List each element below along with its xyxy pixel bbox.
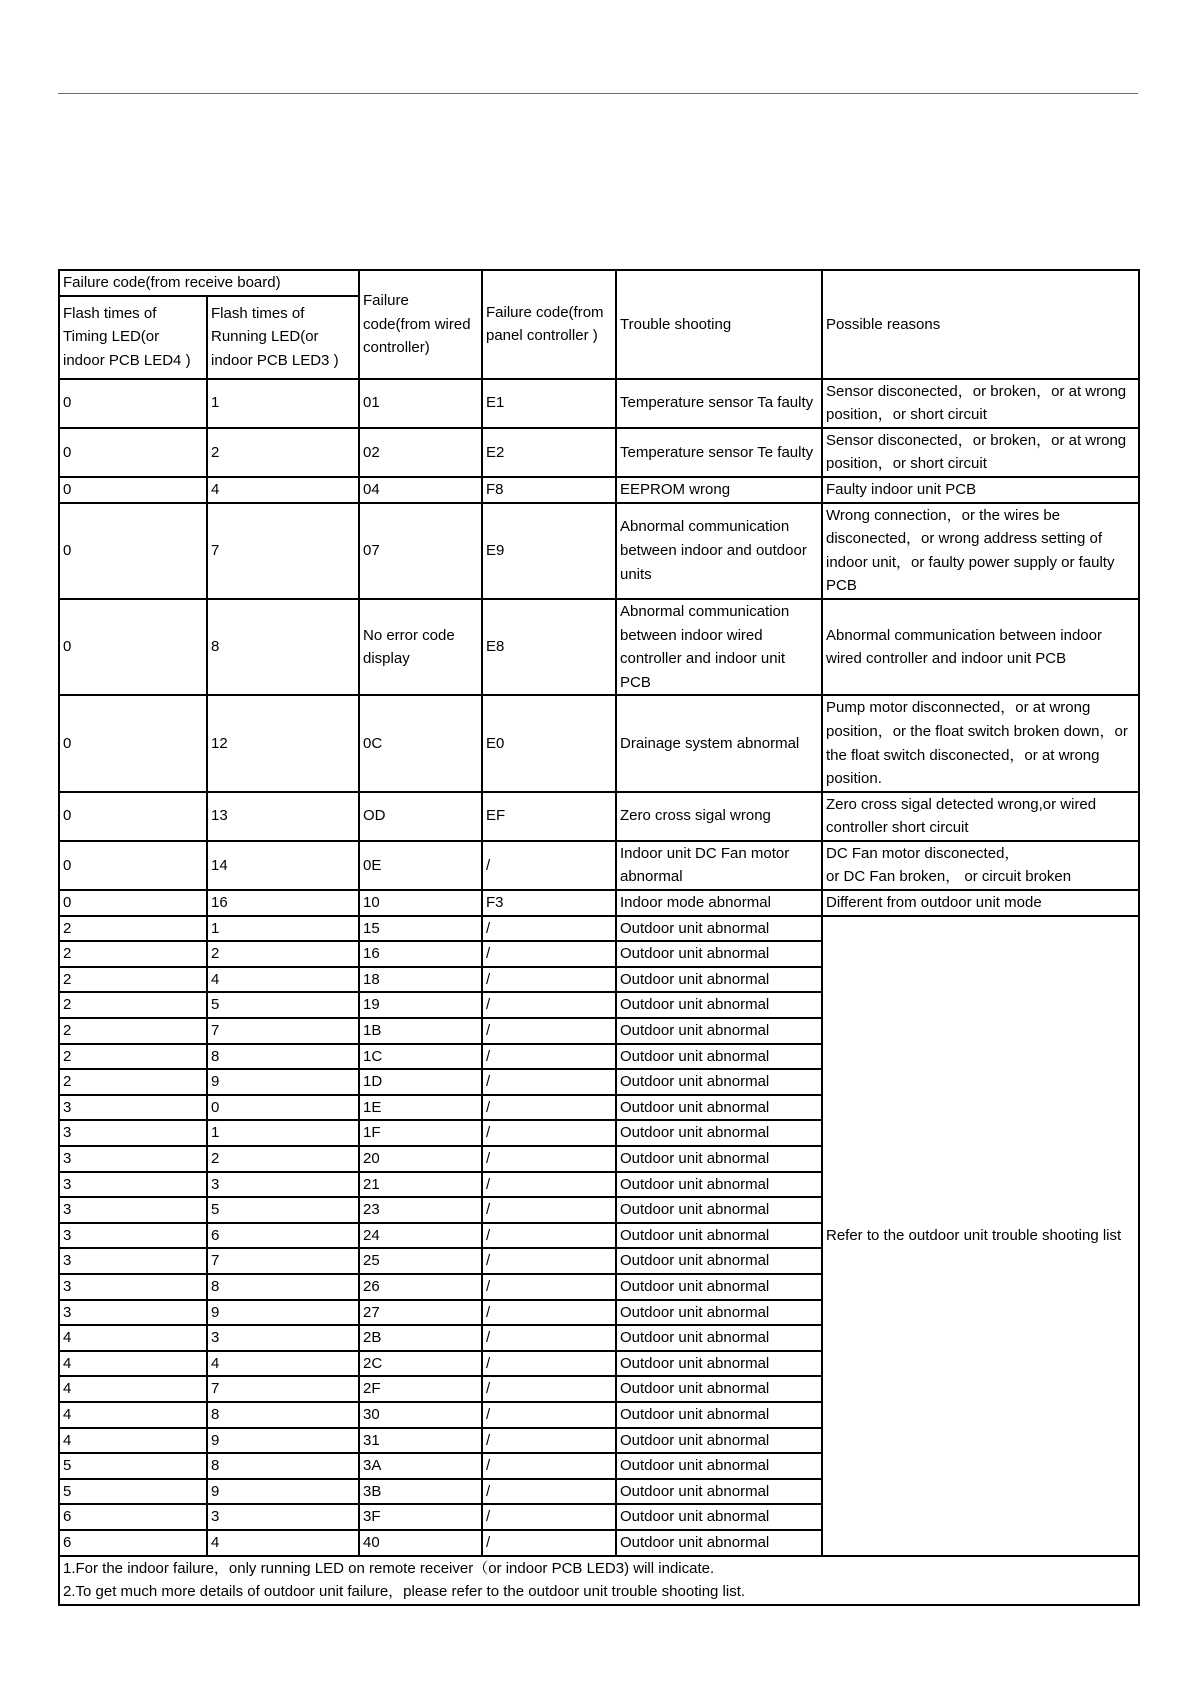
running-led-cell: 8 bbox=[207, 1274, 359, 1300]
trouble-cell: Outdoor unit abnormal bbox=[616, 1300, 822, 1326]
reason-cell: Zero cross sigal detected wrong,or wired controller short circuit bbox=[822, 792, 1139, 841]
running-led-cell: 4 bbox=[207, 967, 359, 993]
trouble-cell: Outdoor unit abnormal bbox=[616, 1095, 822, 1121]
panel-code-cell: / bbox=[482, 1428, 616, 1454]
header-possible-reasons: Possible reasons bbox=[822, 270, 1139, 379]
wired-code-cell: 18 bbox=[359, 967, 482, 993]
panel-code-cell: / bbox=[482, 1274, 616, 1300]
panel-code-cell: E2 bbox=[482, 428, 616, 477]
wired-code-cell: OD bbox=[359, 792, 482, 841]
timing-led-cell: 3 bbox=[59, 1172, 207, 1198]
running-led-cell: 1 bbox=[207, 916, 359, 942]
running-led-cell: 2 bbox=[207, 941, 359, 967]
panel-code-cell: / bbox=[482, 1069, 616, 1095]
wired-code-cell: 2B bbox=[359, 1325, 482, 1351]
timing-led-cell: 6 bbox=[59, 1530, 207, 1556]
wired-code-cell: 31 bbox=[359, 1428, 482, 1454]
panel-code-cell: / bbox=[482, 1453, 616, 1479]
running-led-cell: 1 bbox=[207, 379, 359, 428]
table-row bbox=[59, 916, 1139, 942]
panel-code-cell: / bbox=[482, 916, 616, 942]
running-led-cell: 9 bbox=[207, 1300, 359, 1326]
timing-led-cell: 5 bbox=[59, 1479, 207, 1505]
timing-led-cell: 2 bbox=[59, 967, 207, 993]
trouble-cell: Outdoor unit abnormal bbox=[616, 1453, 822, 1479]
wired-code-cell: 07 bbox=[359, 503, 482, 599]
trouble-cell: EEPROM wrong bbox=[616, 477, 822, 503]
wired-code-cell: 26 bbox=[359, 1274, 482, 1300]
top-rule bbox=[58, 93, 1138, 94]
table-row bbox=[59, 599, 1139, 695]
trouble-cell: Outdoor unit abnormal bbox=[616, 1479, 822, 1505]
wired-code-cell: 21 bbox=[359, 1172, 482, 1198]
trouble-cell: Outdoor unit abnormal bbox=[616, 1325, 822, 1351]
table-row bbox=[59, 428, 1139, 477]
running-led-cell: 7 bbox=[207, 1018, 359, 1044]
timing-led-cell: 5 bbox=[59, 1453, 207, 1479]
wired-code-cell: No error code display bbox=[359, 599, 482, 695]
notes-cell bbox=[59, 1556, 1139, 1605]
table-row bbox=[59, 477, 1139, 503]
table-row bbox=[59, 841, 1139, 890]
header-flash-timing: Flash times of Timing LED(or indoor PCB LED4 ) bbox=[59, 296, 207, 379]
trouble-cell: Outdoor unit abnormal bbox=[616, 1223, 822, 1249]
wired-code-cell: 20 bbox=[359, 1146, 482, 1172]
reason-cell: Sensor disconected，or broken，or at wrong position，or short circuit bbox=[822, 379, 1139, 428]
running-led-cell: 5 bbox=[207, 992, 359, 1018]
running-led-cell: 5 bbox=[207, 1197, 359, 1223]
panel-code-cell: E0 bbox=[482, 695, 616, 791]
table-row bbox=[59, 890, 1139, 916]
note-line: 2.To get much more details of outdoor unit failure，please refer to the outdoor unit trouble shooting list. bbox=[63, 1583, 746, 1601]
trouble-cell: Abnormal communication between indoor wired controller and indoor unit PCB bbox=[616, 599, 822, 695]
running-led-cell: 4 bbox=[207, 1530, 359, 1556]
wired-code-cell: 1D bbox=[359, 1069, 482, 1095]
trouble-cell: Outdoor unit abnormal bbox=[616, 1044, 822, 1070]
wired-code-cell: 40 bbox=[359, 1530, 482, 1556]
timing-led-cell: 3 bbox=[59, 1223, 207, 1249]
trouble-cell: Outdoor unit abnormal bbox=[616, 1146, 822, 1172]
trouble-cell: Temperature sensor Ta faulty bbox=[616, 379, 822, 428]
trouble-cell: Abnormal communication between indoor and outdoor units bbox=[616, 503, 822, 599]
wired-code-cell: 27 bbox=[359, 1300, 482, 1326]
running-led-cell: 3 bbox=[207, 1325, 359, 1351]
running-led-cell: 3 bbox=[207, 1172, 359, 1198]
panel-code-cell: F3 bbox=[482, 890, 616, 916]
panel-code-cell: / bbox=[482, 1095, 616, 1121]
trouble-cell: Outdoor unit abnormal bbox=[616, 1018, 822, 1044]
trouble-cell: Indoor unit DC Fan motor abnormal bbox=[616, 841, 822, 890]
running-led-cell: 2 bbox=[207, 1146, 359, 1172]
running-led-cell: 9 bbox=[207, 1069, 359, 1095]
panel-code-cell: / bbox=[482, 992, 616, 1018]
panel-code-cell: / bbox=[482, 1300, 616, 1326]
running-led-cell: 12 bbox=[207, 695, 359, 791]
trouble-cell: Outdoor unit abnormal bbox=[616, 1274, 822, 1300]
panel-code-cell: F8 bbox=[482, 477, 616, 503]
running-led-cell: 7 bbox=[207, 1376, 359, 1402]
wired-code-cell: 01 bbox=[359, 379, 482, 428]
wired-code-cell: 1F bbox=[359, 1120, 482, 1146]
trouble-cell: Temperature sensor Te faulty bbox=[616, 428, 822, 477]
trouble-cell: Outdoor unit abnormal bbox=[616, 1120, 822, 1146]
wired-code-cell: 10 bbox=[359, 890, 482, 916]
table-row bbox=[59, 379, 1139, 428]
timing-led-cell: 2 bbox=[59, 1044, 207, 1070]
timing-led-cell: 0 bbox=[59, 379, 207, 428]
running-led-cell: 4 bbox=[207, 477, 359, 503]
running-led-cell: 8 bbox=[207, 599, 359, 695]
wired-code-cell: 02 bbox=[359, 428, 482, 477]
timing-led-cell: 0 bbox=[59, 477, 207, 503]
header-flash-running: Flash times of Running LED(or indoor PCB LED3 ) bbox=[207, 296, 359, 379]
timing-led-cell: 0 bbox=[59, 841, 207, 890]
running-led-cell: 16 bbox=[207, 890, 359, 916]
timing-led-cell: 3 bbox=[59, 1274, 207, 1300]
timing-led-cell: 4 bbox=[59, 1325, 207, 1351]
header-wired-controller: Failure code(from wired controller) bbox=[359, 270, 482, 379]
running-led-cell: 2 bbox=[207, 428, 359, 477]
wired-code-cell: 1B bbox=[359, 1018, 482, 1044]
wired-code-cell: 1E bbox=[359, 1095, 482, 1121]
wired-code-cell: 16 bbox=[359, 941, 482, 967]
running-led-cell: 1 bbox=[207, 1120, 359, 1146]
panel-code-cell: / bbox=[482, 1120, 616, 1146]
panel-code-cell: E8 bbox=[482, 599, 616, 695]
running-led-cell: 9 bbox=[207, 1479, 359, 1505]
table-row bbox=[59, 695, 1139, 791]
timing-led-cell: 0 bbox=[59, 428, 207, 477]
timing-led-cell: 2 bbox=[59, 1018, 207, 1044]
timing-led-cell: 2 bbox=[59, 992, 207, 1018]
reason-cell: Sensor disconected，or broken，or at wrong position，or short circuit bbox=[822, 428, 1139, 477]
panel-code-cell: / bbox=[482, 967, 616, 993]
reason-cell: Faulty indoor unit PCB bbox=[822, 477, 1139, 503]
trouble-cell: Outdoor unit abnormal bbox=[616, 1069, 822, 1095]
timing-led-cell: 3 bbox=[59, 1095, 207, 1121]
header-receive-board: Failure code(from receive board) bbox=[59, 270, 359, 296]
panel-code-cell: / bbox=[482, 1504, 616, 1530]
trouble-cell: Outdoor unit abnormal bbox=[616, 1402, 822, 1428]
notes-row bbox=[59, 1556, 1139, 1605]
panel-code-cell: / bbox=[482, 1223, 616, 1249]
timing-led-cell: 4 bbox=[59, 1376, 207, 1402]
trouble-cell: Outdoor unit abnormal bbox=[616, 1172, 822, 1198]
trouble-cell: Outdoor unit abnormal bbox=[616, 941, 822, 967]
wired-code-cell: 25 bbox=[359, 1248, 482, 1274]
reason-cell: DC Fan motor disconected， or DC Fan broken， or circuit broken bbox=[822, 841, 1139, 890]
failure-code-table bbox=[58, 269, 1140, 1606]
header-panel-controller: Failure code(from panel controller ) bbox=[482, 270, 616, 379]
panel-code-cell: / bbox=[482, 1530, 616, 1556]
trouble-cell: Zero cross sigal wrong bbox=[616, 792, 822, 841]
panel-code-cell: / bbox=[482, 1172, 616, 1198]
wired-code-cell: 2F bbox=[359, 1376, 482, 1402]
timing-led-cell: 2 bbox=[59, 1069, 207, 1095]
timing-led-cell: 0 bbox=[59, 599, 207, 695]
trouble-cell: Outdoor unit abnormal bbox=[616, 1504, 822, 1530]
panel-code-cell: / bbox=[482, 1376, 616, 1402]
panel-code-cell: E1 bbox=[482, 379, 616, 428]
running-led-cell: 0 bbox=[207, 1095, 359, 1121]
timing-led-cell: 2 bbox=[59, 916, 207, 942]
panel-code-cell: / bbox=[482, 1044, 616, 1070]
running-led-cell: 8 bbox=[207, 1453, 359, 1479]
wired-code-cell: 30 bbox=[359, 1402, 482, 1428]
wired-code-cell: 19 bbox=[359, 992, 482, 1018]
timing-led-cell: 0 bbox=[59, 695, 207, 791]
running-led-cell: 3 bbox=[207, 1504, 359, 1530]
panel-code-cell: E9 bbox=[482, 503, 616, 599]
outdoor-reason-cell: Refer to the outdoor unit trouble shooting list bbox=[822, 916, 1139, 1556]
panel-code-cell: / bbox=[482, 1325, 616, 1351]
running-led-cell: 8 bbox=[207, 1044, 359, 1070]
timing-led-cell: 3 bbox=[59, 1197, 207, 1223]
table-row bbox=[59, 503, 1139, 599]
timing-led-cell: 4 bbox=[59, 1351, 207, 1377]
timing-led-cell: 3 bbox=[59, 1120, 207, 1146]
timing-led-cell: 3 bbox=[59, 1300, 207, 1326]
reason-cell: Different from outdoor unit mode bbox=[822, 890, 1139, 916]
timing-led-cell: 2 bbox=[59, 941, 207, 967]
timing-led-cell: 3 bbox=[59, 1248, 207, 1274]
panel-code-cell: / bbox=[482, 841, 616, 890]
trouble-cell: Outdoor unit abnormal bbox=[616, 992, 822, 1018]
trouble-cell: Outdoor unit abnormal bbox=[616, 1530, 822, 1556]
header-row bbox=[59, 270, 1139, 296]
timing-led-cell: 6 bbox=[59, 1504, 207, 1530]
panel-code-cell: / bbox=[482, 1248, 616, 1274]
panel-code-cell: EF bbox=[482, 792, 616, 841]
wired-code-cell: 3B bbox=[359, 1479, 482, 1505]
wired-code-cell: 24 bbox=[359, 1223, 482, 1249]
reason-cell: Pump motor disconnected，or at wrong position，or the float switch broken down，or the float switch disconected，or at wrong position. bbox=[822, 695, 1139, 791]
running-led-cell: 7 bbox=[207, 1248, 359, 1274]
panel-code-cell: / bbox=[482, 1018, 616, 1044]
panel-code-cell: / bbox=[482, 1146, 616, 1172]
wired-code-cell: 1C bbox=[359, 1044, 482, 1070]
timing-led-cell: 0 bbox=[59, 890, 207, 916]
wired-code-cell: 23 bbox=[359, 1197, 482, 1223]
wired-code-cell: 0C bbox=[359, 695, 482, 791]
wired-code-cell: 04 bbox=[359, 477, 482, 503]
trouble-cell: Outdoor unit abnormal bbox=[616, 1248, 822, 1274]
timing-led-cell: 0 bbox=[59, 503, 207, 599]
wired-code-cell: 3F bbox=[359, 1504, 482, 1530]
trouble-cell: Outdoor unit abnormal bbox=[616, 967, 822, 993]
panel-code-cell: / bbox=[482, 1351, 616, 1377]
timing-led-cell: 4 bbox=[59, 1402, 207, 1428]
running-led-cell: 13 bbox=[207, 792, 359, 841]
panel-code-cell: / bbox=[482, 1197, 616, 1223]
timing-led-cell: 4 bbox=[59, 1428, 207, 1454]
running-led-cell: 14 bbox=[207, 841, 359, 890]
trouble-cell: Drainage system abnormal bbox=[616, 695, 822, 791]
panel-code-cell: / bbox=[482, 1479, 616, 1505]
panel-code-cell: / bbox=[482, 941, 616, 967]
trouble-cell: Indoor mode abnormal bbox=[616, 890, 822, 916]
trouble-cell: Outdoor unit abnormal bbox=[616, 1351, 822, 1377]
running-led-cell: 4 bbox=[207, 1351, 359, 1377]
timing-led-cell: 3 bbox=[59, 1146, 207, 1172]
running-led-cell: 7 bbox=[207, 503, 359, 599]
reason-cell: Wrong connection，or the wires be disconected，or wrong address setting of indoor unit，or faulty power supply or faulty PCB bbox=[822, 503, 1139, 599]
wired-code-cell: 15 bbox=[359, 916, 482, 942]
table-row bbox=[59, 792, 1139, 841]
wired-code-cell: 2C bbox=[359, 1351, 482, 1377]
running-led-cell: 8 bbox=[207, 1402, 359, 1428]
trouble-cell: Outdoor unit abnormal bbox=[616, 1376, 822, 1402]
wired-code-cell: 0E bbox=[359, 841, 482, 890]
panel-code-cell: / bbox=[482, 1402, 616, 1428]
trouble-cell: Outdoor unit abnormal bbox=[616, 1197, 822, 1223]
trouble-cell: Outdoor unit abnormal bbox=[616, 1428, 822, 1454]
reason-cell: Abnormal communication between indoor wired controller and indoor unit PCB bbox=[822, 599, 1139, 695]
running-led-cell: 9 bbox=[207, 1428, 359, 1454]
header-trouble-shooting: Trouble shooting bbox=[616, 270, 822, 379]
trouble-cell: Outdoor unit abnormal bbox=[616, 916, 822, 942]
note-line: 1.For the indoor failure，only running LED on remote receiver（or indoor PCB LED3) will indicate. bbox=[63, 1559, 715, 1577]
timing-led-cell: 0 bbox=[59, 792, 207, 841]
wired-code-cell: 3A bbox=[359, 1453, 482, 1479]
running-led-cell: 6 bbox=[207, 1223, 359, 1249]
